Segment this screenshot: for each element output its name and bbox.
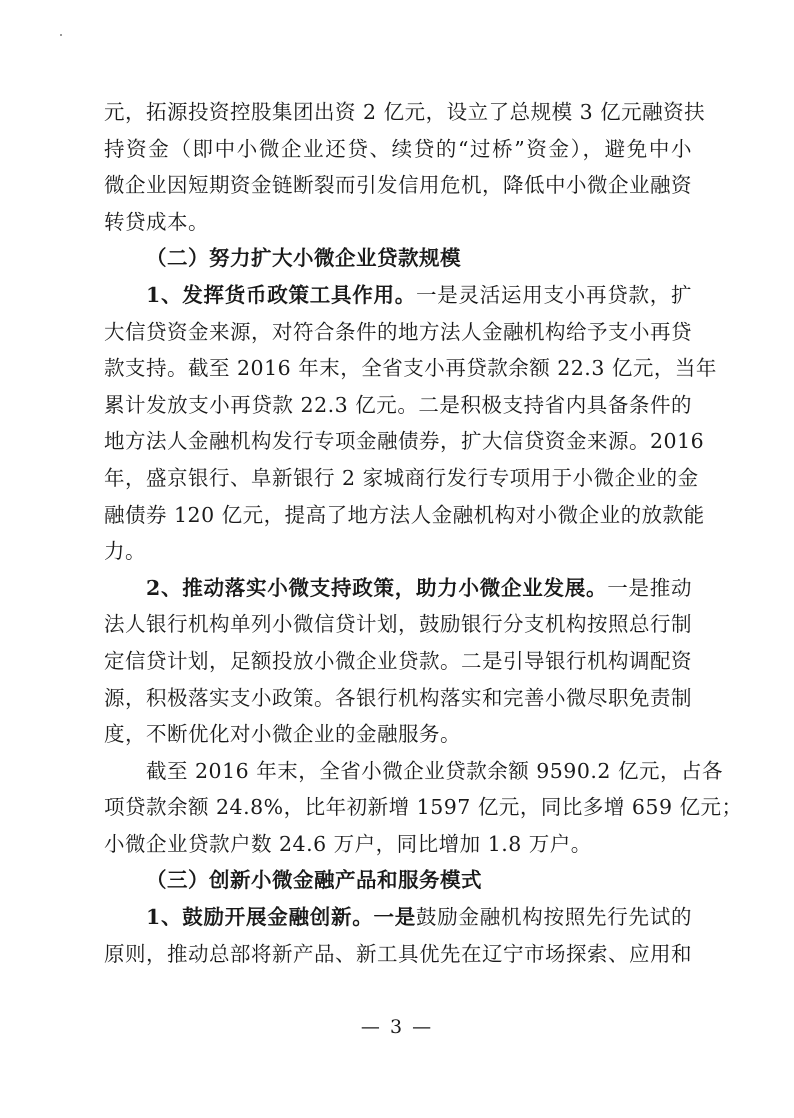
text-line: 截至 2016 年末，全省小微企业贷款余额 9590.2 亿元，占各 bbox=[146, 758, 723, 783]
text-line: 地方法人金融机构发行专项金融债券，扩大信贷资金来源。2016 bbox=[104, 429, 705, 454]
text-line: 款支持。截至 2016 年末，全省支小再贷款余额 22.3 亿元，当年 bbox=[104, 356, 717, 381]
text-line: 年，盛京银行、阜新银行 2 家城商行发行专项用于小微企业的金 bbox=[104, 465, 699, 490]
text-line: 法人银行机构单列小微信贷计划，鼓励银行分支机构按照总行制 bbox=[104, 612, 692, 637]
body-text bbox=[104, 94, 743, 972]
text-line: 源，积极落实支小政策。各银行机构落实和完善小微尽职免责制 bbox=[104, 685, 692, 710]
subheading-bold: 1、鼓励开展金融创新。一是 bbox=[146, 905, 417, 930]
text-line: 小微企业贷款户数 24.6 万户，同比增加 1.8 万户。 bbox=[104, 831, 592, 856]
text-line: 微企业因短期资金链断裂而引发信用危机，降低中小微企业融资 bbox=[104, 173, 692, 198]
section-heading: （三）创新小微金融产品和服务模式 bbox=[146, 868, 482, 893]
subheading-bold: 2、推动落实小微支持政策，助力小微企业发展。 bbox=[146, 575, 608, 600]
text-run: 一是灵活运用支小再贷款，扩 bbox=[416, 282, 693, 307]
text-line: 项贷款余额 24.8%，比年初新增 1597 亿元，同比多增 659 亿元； bbox=[104, 795, 743, 820]
text-run: 鼓励金融机构按照先行先试的 bbox=[416, 905, 693, 930]
text-run: 一是推动 bbox=[607, 575, 692, 600]
subheading-bold: 1、发挥货币政策工具作用。 bbox=[146, 282, 417, 307]
text-line: 大信贷资金来源，对符合条件的地方法人金融机构给予支小再贷 bbox=[104, 319, 692, 344]
page-number: — 3 — bbox=[360, 1016, 434, 1038]
text-line: 元，拓源投资控股集团出资 2 亿元，设立了总规模 3 亿元融资扶 bbox=[104, 100, 706, 124]
scan-speck bbox=[60, 34, 62, 36]
section-heading: （二）努力扩大小微企业贷款规模 bbox=[146, 246, 461, 271]
text-line: 融债券 120 亿元，提高了地方法人金融机构对小微企业的放款能 bbox=[104, 502, 705, 527]
text-line: 定信贷计划，足额投放小微企业贷款。二是引导银行机构调配资 bbox=[104, 648, 692, 673]
text-line bbox=[104, 899, 692, 936]
text-line bbox=[104, 277, 692, 314]
text-line: 累计发放支小再贷款 22.3 亿元。二是积极支持省内具备条件的 bbox=[104, 392, 692, 417]
text-line: 原则，推动总部将新产品、新工具优先在辽宁市场探索、应用和 bbox=[104, 941, 692, 966]
text-line: 转贷成本。 bbox=[104, 209, 209, 234]
text-line: 力。 bbox=[104, 539, 146, 564]
text-line bbox=[104, 570, 692, 607]
text-line: 度，不断优化对小微企业的金融服务。 bbox=[104, 722, 461, 747]
text-line: 持资金（即中小微企业还贷、续贷的“过桥”资金），避免中小 bbox=[104, 136, 692, 161]
